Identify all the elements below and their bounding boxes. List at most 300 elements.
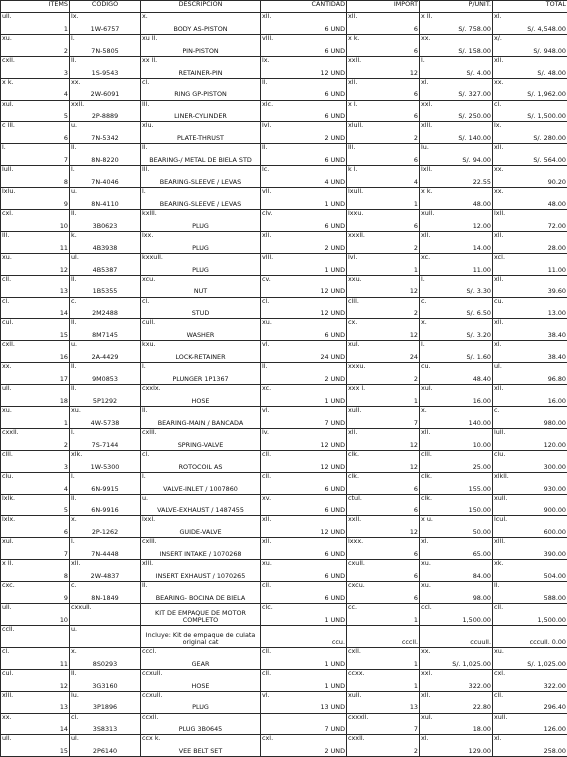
descripcion-cell xyxy=(141,166,261,188)
item-cell xyxy=(1,231,70,253)
row-marker: xll. xyxy=(262,516,345,523)
descripcion-cell xyxy=(141,604,261,626)
row-marker: u. xyxy=(71,341,139,348)
row-marker: clk. xyxy=(421,495,491,502)
row-marker: cxxull. xyxy=(71,604,139,611)
codigo-cell xyxy=(70,691,141,713)
item-cell xyxy=(1,385,70,407)
row-marker: xll. xyxy=(494,144,566,151)
row-marker: l. xyxy=(2,144,68,151)
total-value: 300.00 xyxy=(494,464,566,471)
codigo-cell xyxy=(70,472,141,494)
import-cell xyxy=(347,647,420,669)
row-marker: xll. xyxy=(262,232,345,239)
table-body xyxy=(1,13,567,757)
row-marker: xll. xyxy=(421,692,491,699)
descripcion-value: PLUG 3B0645 xyxy=(142,726,259,733)
descripcion-value: NUT xyxy=(142,288,259,295)
row-marker: ull. xyxy=(2,604,68,611)
cantidad-value: 6 UND xyxy=(262,573,345,580)
total-cell xyxy=(493,538,567,560)
descripcion-cell xyxy=(141,275,261,297)
row-marker: xl. xyxy=(494,13,566,20)
item-value: 3 xyxy=(2,464,68,471)
row-marker: l. xyxy=(142,473,259,480)
table-row xyxy=(1,231,567,253)
table-row xyxy=(1,625,567,647)
punit-cell xyxy=(420,472,493,494)
row-marker: ccxll. xyxy=(142,714,259,721)
descripcion-cell xyxy=(141,713,261,735)
codigo-value: 4W-5738 xyxy=(71,420,139,427)
row-marker: l. xyxy=(421,57,491,64)
item-value: 1 xyxy=(2,26,68,33)
row-marker: xll. xyxy=(348,13,418,20)
descripcion-cell xyxy=(141,494,261,516)
row-marker: xul. xyxy=(421,714,491,721)
import-value: 2 xyxy=(348,310,418,317)
import-cell xyxy=(347,494,420,516)
table-row xyxy=(1,275,567,297)
row-marker: xxl. xyxy=(421,101,491,108)
descripcion-value: VEE BELT SET xyxy=(142,748,259,755)
row-marker: xll. xyxy=(494,385,566,392)
import-value: 7 xyxy=(348,420,418,427)
import-cell xyxy=(347,319,420,341)
import-cell xyxy=(347,363,420,385)
total-value: 930.00 xyxy=(494,486,566,493)
codigo-cell xyxy=(70,604,141,626)
import-value: cccll. xyxy=(348,639,418,646)
table-row xyxy=(1,34,567,56)
total-value: 38.40 xyxy=(494,354,566,361)
row-marker: ccxull. xyxy=(142,692,259,699)
row-marker: clv. xyxy=(262,210,345,217)
row-marker: ll. xyxy=(71,276,139,283)
row-marker: cxcu. xyxy=(348,582,418,589)
row-marker: xxxll. xyxy=(348,232,418,239)
row-marker: xlll. xyxy=(421,122,491,129)
row-marker: xxll. xyxy=(348,57,418,64)
row-marker: ll. xyxy=(71,319,139,326)
row-marker: xx. xyxy=(494,188,566,195)
import-value: 6 xyxy=(348,595,418,602)
codigo-value: 8S0293 xyxy=(71,661,139,668)
row-marker: l. xyxy=(71,429,139,436)
total-value: 390.00 xyxy=(494,551,566,558)
row-marker: vl. xyxy=(262,692,345,699)
codigo-cell xyxy=(70,231,141,253)
descripcion-value: LINER-CYLINDER xyxy=(142,113,259,120)
import-cell xyxy=(347,297,420,319)
row-marker: lxlk. xyxy=(2,495,68,502)
codigo-cell xyxy=(70,385,141,407)
codigo-cell xyxy=(70,407,141,429)
import-cell xyxy=(347,100,420,122)
punit-cell xyxy=(420,450,493,472)
descripcion-value: HOSE xyxy=(142,398,259,405)
row-marker: clu. xyxy=(494,451,566,458)
codigo-cell xyxy=(70,78,141,100)
descripcion-value: VALVE-INLET / 1007860 xyxy=(142,486,259,493)
row-marker: ul. xyxy=(71,254,139,261)
cantidad-cell xyxy=(261,78,347,100)
row-marker: xc. xyxy=(262,385,345,392)
punit-cell xyxy=(420,428,493,450)
row-marker: x ll. xyxy=(2,560,68,567)
total-value: 900.00 xyxy=(494,507,566,514)
cantidad-value: 6 UND xyxy=(262,91,345,98)
total-cell xyxy=(493,407,567,429)
codigo-cell xyxy=(70,275,141,297)
row-marker: x l. xyxy=(348,101,418,108)
row-marker: lxx. xyxy=(142,232,259,239)
table-row xyxy=(1,166,567,188)
import-cell xyxy=(347,691,420,713)
total-value: 72.00 xyxy=(494,223,566,230)
total-cell xyxy=(493,385,567,407)
cantidad-value: 12 UND xyxy=(262,464,345,471)
total-value: S/. 948.00 xyxy=(494,48,566,55)
total-cell xyxy=(493,713,567,735)
row-marker: c. xyxy=(494,407,566,414)
cantidad-cell xyxy=(261,516,347,538)
row-marker: cxll. xyxy=(2,341,68,348)
row-marker: xu. xyxy=(421,560,491,567)
total-value: 296.40 xyxy=(494,704,566,711)
row-marker: cl. xyxy=(71,714,139,721)
cantidad-cell xyxy=(261,407,347,429)
row-marker: xu. xyxy=(71,407,139,414)
row-marker: c. xyxy=(71,298,139,305)
table-row xyxy=(1,669,567,691)
codigo-cell xyxy=(70,341,141,363)
table-row xyxy=(1,385,567,407)
item-value: 7 xyxy=(2,551,68,558)
row-marker: ll. xyxy=(71,210,139,217)
descripcion-cell xyxy=(141,34,261,56)
cantidad-value: 6 UND xyxy=(262,507,345,514)
row-marker: lxxx. xyxy=(348,538,418,545)
codigo-cell xyxy=(70,625,141,647)
cantidad-cell xyxy=(261,625,347,647)
row-marker: cxll. xyxy=(2,57,68,64)
item-cell xyxy=(1,582,70,604)
row-marker: lvl. xyxy=(348,254,418,261)
codigo-value: 3G3160 xyxy=(71,683,139,690)
row-marker: xull. xyxy=(494,714,566,721)
row-marker: ll. xyxy=(71,495,139,502)
row-marker: clll. xyxy=(2,451,68,458)
total-cell xyxy=(493,34,567,56)
row-marker: cxxll. xyxy=(2,429,68,436)
punit-cell xyxy=(420,100,493,122)
row-marker: xu. xyxy=(262,560,345,567)
row-marker: clu. xyxy=(2,473,68,480)
row-marker: vl. xyxy=(262,407,345,414)
codigo-cell xyxy=(70,669,141,691)
cantidad-value: 2 UND xyxy=(262,135,345,142)
row-marker: k l. xyxy=(348,166,418,173)
codigo-cell xyxy=(70,253,141,275)
import-value: 6 xyxy=(348,507,418,514)
row-marker: x k. xyxy=(348,35,418,42)
row-marker: xv. xyxy=(262,495,345,502)
punit-cell xyxy=(420,210,493,232)
row-marker: xll. xyxy=(421,429,491,436)
punit-value: 11.00 xyxy=(421,267,491,274)
table-row xyxy=(1,472,567,494)
punit-value: S/. 758.00 xyxy=(421,26,491,33)
total-cell xyxy=(493,735,567,757)
row-marker: ll. xyxy=(262,144,345,151)
row-marker: xcu. xyxy=(142,276,259,283)
row-marker: vlll. xyxy=(262,254,345,261)
table-row xyxy=(1,604,567,626)
row-marker: xx. xyxy=(421,35,491,42)
row-marker: lull. xyxy=(2,166,68,173)
import-cell xyxy=(347,713,420,735)
total-cell xyxy=(493,647,567,669)
punit-value: ccuull. xyxy=(421,639,491,646)
descripcion-cell xyxy=(141,560,261,582)
item-cell xyxy=(1,560,70,582)
descripcion-value: HOSE xyxy=(142,683,259,690)
row-marker: clc. xyxy=(262,604,345,611)
item-value: 8 xyxy=(2,573,68,580)
row-marker: cccl. xyxy=(142,648,259,655)
punit-value: S/. 1,025.00 xyxy=(421,661,491,668)
row-marker: cxxxll. xyxy=(348,714,418,721)
import-cell xyxy=(347,78,420,100)
descripcion-value: VALVE-EXHAUST / 1487455 xyxy=(142,507,259,514)
cantidad-cell xyxy=(261,450,347,472)
codigo-cell xyxy=(70,516,141,538)
item-cell xyxy=(1,144,70,166)
row-marker: lcul. xyxy=(494,516,566,523)
cantidad-cell xyxy=(261,363,347,385)
row-marker: x k. xyxy=(421,188,491,195)
table-row xyxy=(1,210,567,232)
item-value: 13 xyxy=(2,704,68,711)
row-marker: ll. xyxy=(142,407,259,414)
cantidad-value: 6 UND xyxy=(262,595,345,602)
total-cell xyxy=(493,363,567,385)
row-marker: kxxull. xyxy=(142,254,259,261)
import-value: 2 xyxy=(348,748,418,755)
item-cell xyxy=(1,297,70,319)
row-marker: x. xyxy=(71,516,139,523)
row-marker: xl. xyxy=(421,79,491,86)
punit-value: 48.00 xyxy=(421,201,491,208)
cantidad-value: 2 UND xyxy=(262,376,345,383)
codigo-cell xyxy=(70,210,141,232)
table-row xyxy=(1,494,567,516)
item-cell xyxy=(1,122,70,144)
import-value: 13 xyxy=(348,704,418,711)
row-marker: x k. xyxy=(2,79,68,86)
total-value: 16.00 xyxy=(494,398,566,405)
row-marker: lll. xyxy=(348,144,418,151)
codigo-value: 6N-9915 xyxy=(71,486,139,493)
row-marker: cxxll. xyxy=(348,735,418,742)
table-row xyxy=(1,713,567,735)
import-cell xyxy=(347,188,420,210)
codigo-value: 7S-7144 xyxy=(71,442,139,449)
row-marker: ll. xyxy=(494,582,566,589)
cantidad-cell xyxy=(261,122,347,144)
row-marker: ul. xyxy=(494,363,566,370)
cantidad-value: 1 UND xyxy=(262,661,345,668)
punit-value: S/. 4.00 xyxy=(421,70,491,77)
row-marker: xl. xyxy=(421,735,491,742)
punit-value: 12.00 xyxy=(421,223,491,230)
codigo-value: 8N-4110 xyxy=(71,201,139,208)
header-descripcion: DESCRIPCION xyxy=(141,1,261,13)
cantidad-cell xyxy=(261,494,347,516)
row-marker: ccxx. xyxy=(348,670,418,677)
item-cell xyxy=(1,166,70,188)
import-cell xyxy=(347,538,420,560)
codigo-value: 7N-4448 xyxy=(71,551,139,558)
row-marker: cu. xyxy=(494,298,566,305)
total-value: 322.00 xyxy=(494,683,566,690)
descripcion-cell xyxy=(141,516,261,538)
row-marker: xx. xyxy=(494,166,566,173)
punit-value: 22.55 xyxy=(421,179,491,186)
row-marker: kxlll. xyxy=(142,210,259,217)
import-cell xyxy=(347,210,420,232)
row-marker: k. xyxy=(71,232,139,239)
item-cell xyxy=(1,625,70,647)
row-marker: clk. xyxy=(348,473,418,480)
total-value: 96.80 xyxy=(494,376,566,383)
item-value: 12 xyxy=(2,267,68,274)
punit-value: 129.00 xyxy=(421,748,491,755)
descripcion-value: PLUG xyxy=(142,245,259,252)
header-cantidad: CANTIDAD xyxy=(261,1,347,13)
descripcion-value: RETAINER-PIN xyxy=(142,70,259,77)
punit-cell xyxy=(420,669,493,691)
import-cell xyxy=(347,604,420,626)
item-cell xyxy=(1,428,70,450)
descripcion-value: PLUG xyxy=(142,267,259,274)
item-cell xyxy=(1,669,70,691)
codigo-value: 7N-5342 xyxy=(71,135,139,142)
total-value: 28.00 xyxy=(494,245,566,252)
row-marker: l. xyxy=(421,341,491,348)
cantidad-value: 2 UND xyxy=(262,245,345,252)
total-value: 504.00 xyxy=(494,573,566,580)
item-value: 8 xyxy=(2,179,68,186)
punit-cell xyxy=(420,538,493,560)
table-row xyxy=(1,691,567,713)
cantidad-cell xyxy=(261,188,347,210)
total-cell xyxy=(493,56,567,78)
row-marker: cxxlx. xyxy=(142,385,259,392)
punit-cell xyxy=(420,647,493,669)
header-import: IMPORT xyxy=(347,1,420,13)
row-marker: clk. xyxy=(421,473,491,480)
total-cell xyxy=(493,100,567,122)
codigo-value: 9M0853 xyxy=(71,376,139,383)
cantidad-cell xyxy=(261,560,347,582)
item-value: 10 xyxy=(2,223,68,230)
row-marker: lll. xyxy=(142,166,259,173)
import-cell xyxy=(347,231,420,253)
punit-value: S/. 3.20 xyxy=(421,332,491,339)
table-row xyxy=(1,516,567,538)
descripcion-value: GEAR xyxy=(142,661,259,668)
codigo-value: 8N-1849 xyxy=(71,595,139,602)
row-marker: cll. xyxy=(262,473,345,480)
cantidad-cell xyxy=(261,100,347,122)
row-marker: cl. xyxy=(142,451,259,458)
punit-cell xyxy=(420,625,493,647)
total-value: 600.00 xyxy=(494,529,566,536)
row-marker: cxl. xyxy=(494,670,566,677)
codigo-value: 3P1896 xyxy=(71,704,139,711)
row-marker: xull. xyxy=(494,495,566,502)
descripcion-cell xyxy=(141,144,261,166)
import-value: 1 xyxy=(348,661,418,668)
item-cell xyxy=(1,319,70,341)
import-cell xyxy=(347,560,420,582)
row-marker: lx. xyxy=(262,57,345,64)
row-marker: cxlll. xyxy=(142,538,259,545)
import-cell xyxy=(347,428,420,450)
import-value: 6 xyxy=(348,91,418,98)
total-value: 1,500.00 xyxy=(494,617,566,624)
row-marker: xll. xyxy=(348,79,418,86)
punit-cell xyxy=(420,297,493,319)
header-row xyxy=(1,1,567,13)
item-value: 6 xyxy=(2,529,68,536)
row-marker: xl. xyxy=(421,538,491,545)
row-marker: xlk. xyxy=(71,451,139,458)
row-marker: cll. xyxy=(2,276,68,283)
punit-value: S/. 6.50 xyxy=(421,310,491,317)
row-marker: ll. xyxy=(142,144,259,151)
cantidad-value: 6 UND xyxy=(262,551,345,558)
row-marker: cull. xyxy=(142,319,259,326)
import-cell xyxy=(347,625,420,647)
table-row xyxy=(1,78,567,100)
cantidad-cell xyxy=(261,428,347,450)
cantidad-value: 24 UND xyxy=(262,354,345,361)
row-marker: cl. xyxy=(494,101,566,108)
row-marker: xu. xyxy=(494,648,566,655)
row-marker: xxu. xyxy=(348,276,418,283)
descripcion-value: BEARING- BOCINA DE BIELA xyxy=(142,595,259,602)
punit-cell xyxy=(420,122,493,144)
row-marker: cxlll. xyxy=(142,429,259,436)
punit-value: S/. 140.00 xyxy=(421,135,491,142)
total-value: S/. 48.00 xyxy=(494,70,566,77)
import-value: 2 xyxy=(348,376,418,383)
row-marker: xl. xyxy=(494,341,566,348)
punit-cell xyxy=(420,56,493,78)
cantidad-value: 12 UND xyxy=(262,288,345,295)
total-value: 126.00 xyxy=(494,726,566,733)
row-marker: x u. xyxy=(421,516,491,523)
item-value: 9 xyxy=(2,201,68,208)
punit-cell xyxy=(420,78,493,100)
cantidad-cell xyxy=(261,385,347,407)
codigo-value: 4B3938 xyxy=(71,245,139,252)
total-cell xyxy=(493,231,567,253)
punit-cell xyxy=(420,363,493,385)
